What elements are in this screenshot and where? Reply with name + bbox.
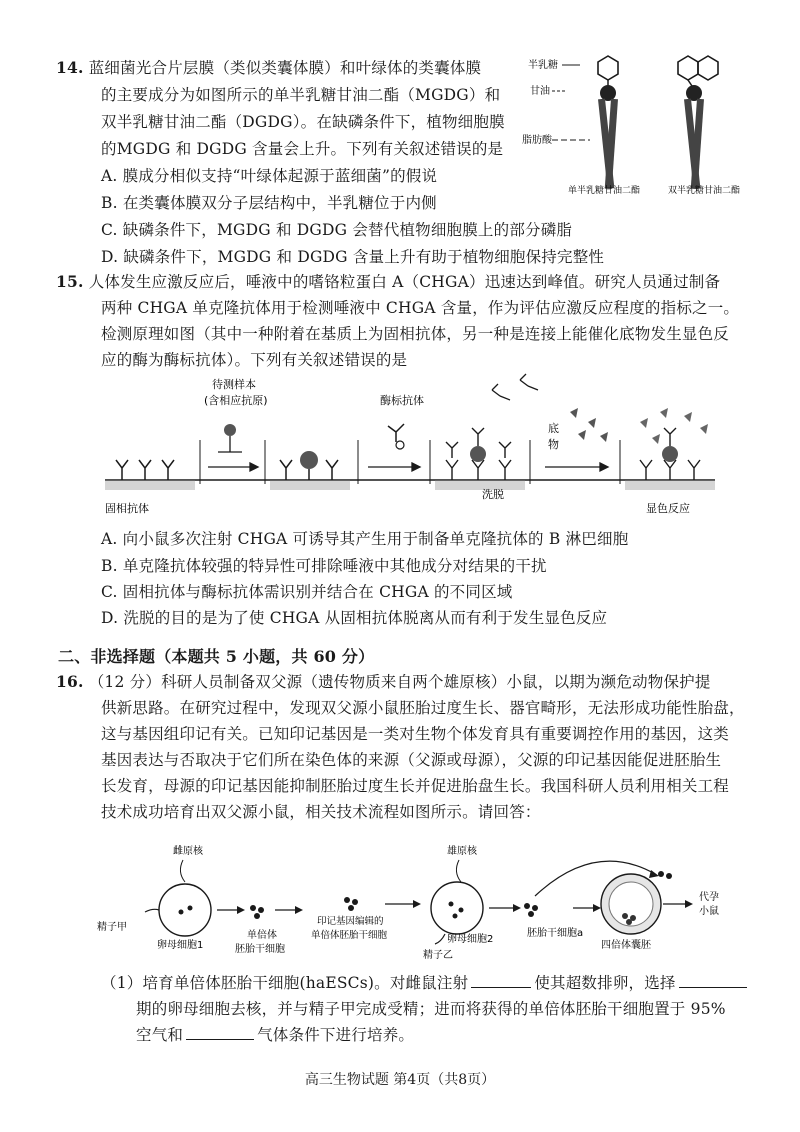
wash-label: 洗脱 [482, 488, 504, 501]
answer-blank-2[interactable] [679, 972, 747, 988]
q14-option-b: B. 在类囊体膜双分子层结构中，半乳糖位于内侧 [101, 194, 437, 212]
answer-blank-3[interactable] [186, 1024, 254, 1040]
q14-line-1: 14. 蓝细菌光合片层膜（类似类囊体膜）和叶绿体的类囊体膜 [56, 58, 482, 77]
q16-sub1-line-2: 期的卵母细胞去核，并与精子甲完成受精；进而将获得的单倍体胚胎干细胞置于 95% [136, 1000, 726, 1018]
q16-line-4: 基因表达与否取决于它们所在染色体的来源（父源或母源），父源的印记基因能促进胚胎生 [101, 751, 722, 769]
sample-label-2: (含相应抗原) [204, 394, 268, 407]
q15-number: 15. [56, 272, 84, 291]
dgdg-molecule [678, 56, 718, 189]
q14-option-c: C. 缺磷条件下，MGDG 和 DGDG 会替代植物细胞膜上的部分磷脂 [101, 221, 573, 239]
q16-line-1: 16. （12 分）科研人员制备双父源（遗传物质来自两个雄原核）小鼠，以期为濒危动物保护提 [56, 672, 711, 691]
edited-label-1: 印记基因编辑的 [317, 916, 384, 927]
q16-line-5: 长发育，母源的印记基因能抑制胚胎过度生长并促进胎盘生长。我国科研人员利用相关工程 [101, 777, 730, 795]
mgdg-molecule [598, 56, 618, 189]
section-2-title: 二、非选择题（本题共 5 小题，共 60 分） [58, 647, 375, 666]
q14-line-3: 双半乳糖甘油二酯（DGDG）。在缺磷条件下，植物细胞膜 [101, 113, 505, 131]
surrogate-label-1: 代孕 [699, 892, 719, 903]
tetraploid-label: 四倍体囊胚 [601, 940, 651, 951]
solid-antibody-label: 固相抗体 [105, 502, 149, 515]
caption-dgdg: 双半乳糖甘油二酯 [668, 186, 741, 196]
surrogate-label-2: 小鼠 [699, 906, 719, 917]
oocyte-1-label: 卵母细胞1 [157, 940, 204, 951]
oocyte-2-label: 卵母细胞2 [447, 934, 494, 945]
pronucleus-label-2: 雄原核 [447, 846, 477, 857]
q14-number: 14. [56, 58, 84, 77]
q15-option-a: A. 向小鼠多次注射 CHGA 可诱导其产生用于制备单克隆抗体的 B 淋巴细胞 [101, 530, 629, 548]
q16-line-2: 供新思路。在研究过程中，发现双父源小鼠胚胎过度生长、器官畸形，无法形成功能性胎盘， [101, 699, 745, 717]
caption-mgdg: 单半乳糖甘油二酯 [568, 186, 641, 196]
page-footer: 高三生物试题 第4页（共8页） [304, 1072, 496, 1088]
substrate-label-2: 物 [548, 438, 559, 451]
pronucleus-label-1: 雌原核 [173, 846, 203, 857]
edited-label-2: 单倍体胚胎干细胞 [311, 930, 388, 941]
q14-option-a: A. 膜成分相似支持“叶绿体起源于蓝细菌”的假说 [101, 167, 438, 185]
answer-blank-1[interactable] [471, 972, 531, 988]
haploid-label-1: 单倍体 [247, 930, 277, 941]
label-glycerol: 甘油 [530, 86, 550, 97]
sperm-b-label: 精子乙 [423, 950, 453, 961]
q15-option-d: D. 洗脱的目的是为了使 CHGA 从固相抗体脱离从而有利于发生显色反应 [101, 609, 608, 627]
q14-lipid-figure [520, 48, 780, 198]
q16-sub1-line-1: （1）培育单倍体胚胎干细胞(haESCs)。对雌鼠注射 使其超数排卵，选择 [101, 972, 750, 994]
enzyme-antibody-label: 酶标抗体 [380, 394, 424, 407]
q15-elisa-figure [100, 372, 720, 522]
q15-line-1: 15. 人体发生应激反应后，唾液中的嗜铬粒蛋白 A（CHGA）迅速达到峰值。研究人员通过制备 [56, 272, 721, 291]
q15-option-c: C. 固相抗体与酶标抗体需识别并结合在 CHGA 的不同区域 [101, 583, 513, 601]
q14-option-d: D. 缺磷条件下，MGDG 和 DGDG 含量上升有助于植物细胞保持完整性 [101, 248, 605, 266]
q16-process-figure [95, 838, 735, 963]
label-galactose: 半乳糖 [528, 60, 558, 71]
label-fatty-acid: 脂肪酸 [522, 135, 552, 146]
sperm-a-label: 精子甲 [97, 922, 127, 933]
haploid-label-2: 胚胎干细胞 [235, 944, 285, 955]
substrate-label-1: 底 [548, 422, 559, 435]
q15-line-2: 两种 CHGA 单克隆抗体用于检测唾液中 CHGA 含量，作为评估应激反应程度的指标之一。 [101, 299, 740, 317]
q16-sub1-line-3: 空气和 气体条件下进行培养。 [136, 1026, 415, 1044]
q15-line-3: 检测原理如图（其中一种附着在基质上为固相抗体，另一种是连接上能催化底物发生显色反 [101, 325, 730, 343]
q16-line-6: 技术成功培育出双父源小鼠，相关技术流程如图所示。请回答： [101, 803, 541, 821]
q14-line-2: 的主要成分为如图所示的单半乳糖甘油二酯（MGDG）和 [101, 86, 501, 104]
stem-cell-a-label: 胚胎干细胞a [527, 928, 584, 939]
q15-line-4: 应的酶为酶标抗体）。下列有关叙述错误的是 [101, 351, 408, 369]
color-reaction-label: 显色反应 [646, 502, 690, 515]
q16-line-3: 这与基因组印记有关。已知印记基因是一类对生物个体发育具有重要调控作用的基因，这类 [101, 725, 730, 743]
q14-line-4: 的MGDG 和 DGDG 含量会上升。下列有关叙述错误的是 [101, 140, 504, 158]
q15-option-b: B. 单克隆抗体较强的特异性可排除唾液中其他成分对结果的干扰 [101, 557, 547, 575]
sample-label-1: 待测样本 [212, 378, 256, 391]
q16-number: 16. [56, 672, 84, 691]
